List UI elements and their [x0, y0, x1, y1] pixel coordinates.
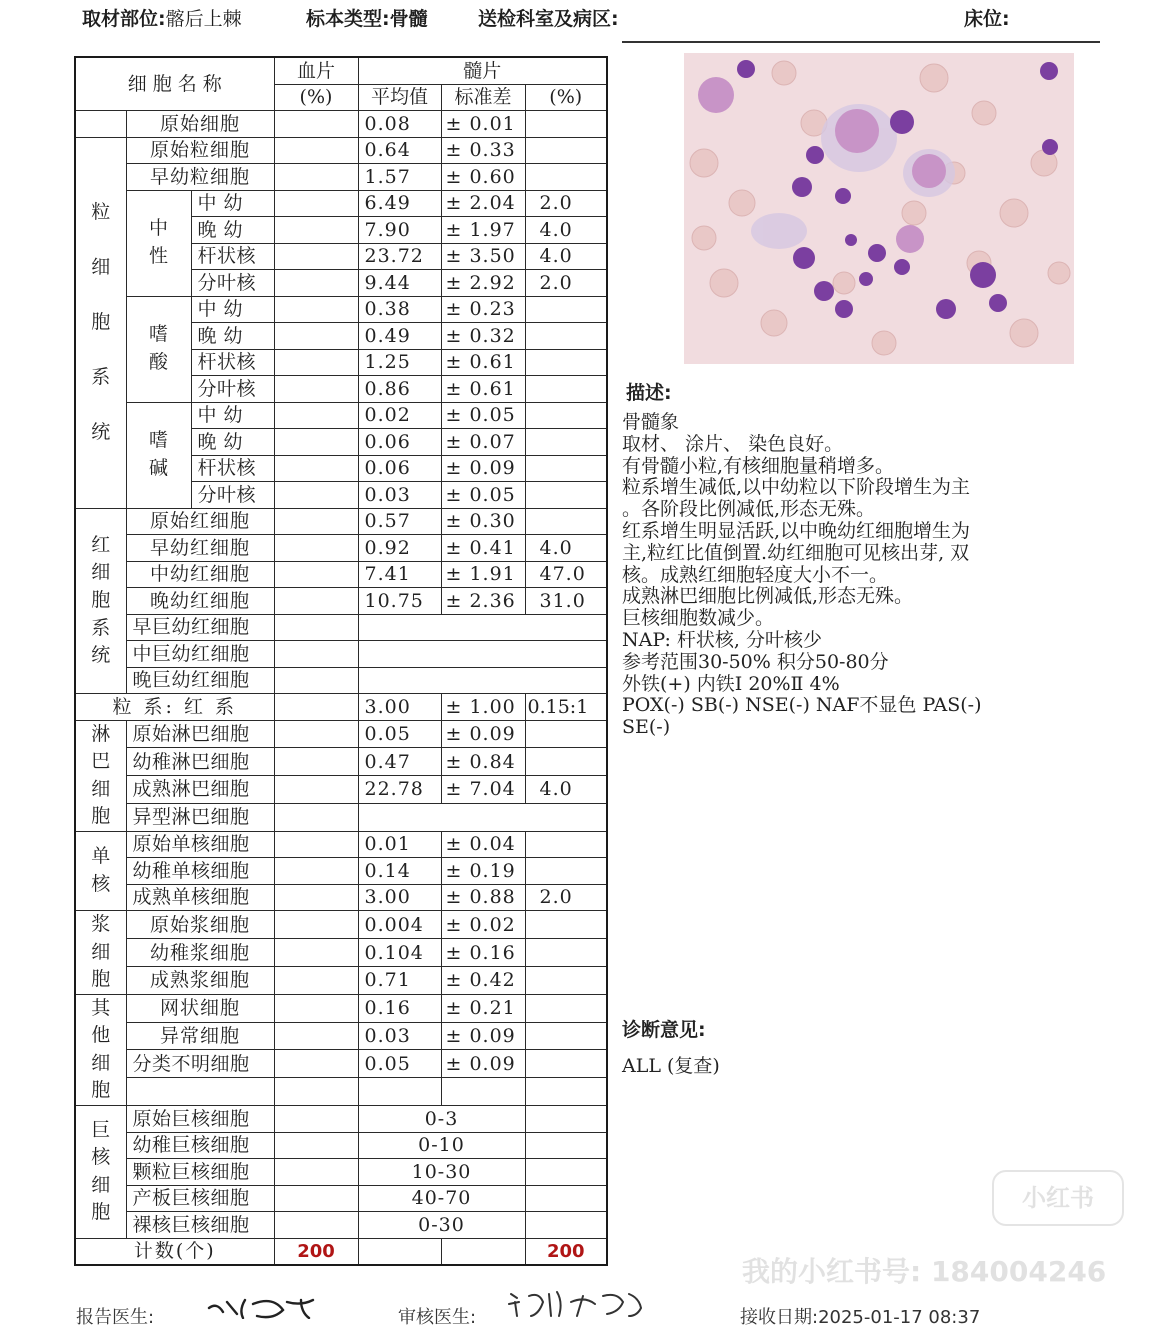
header-blood: 血片	[274, 57, 358, 84]
rbc	[920, 64, 948, 92]
nucleated-cell	[989, 294, 1007, 312]
nucleated-cell	[835, 300, 853, 318]
table-row: 淋 巴 细 胞 原始淋巴细胞 0.05 ± 0.09	[75, 720, 607, 748]
table-row: 晚 幼 0.06 ± 0.07	[75, 429, 607, 456]
watermark-account: 我的小红书号: 184004246	[742, 1255, 1107, 1288]
table-row-ratio: 粒 系: 红 系 3.00 ± 1.00 0.15:1	[75, 694, 607, 721]
nucleated-cell	[859, 272, 873, 286]
table-row: 成熟单核细胞 3.00 ± 0.88 2.0	[75, 884, 607, 911]
table-row: 早幼粒细胞 1.57 ± 0.60	[75, 164, 607, 191]
reporter-label: 报告医生:	[76, 1307, 155, 1328]
table-row: 晚 幼 7.90 ± 1.97 4.0	[75, 217, 607, 244]
description-line: 参考范围30-50% 积分50-80分	[622, 650, 889, 673]
description-line: POX(-) SB(-) NSE(-) NAF不显色 PAS(-)	[622, 694, 982, 717]
table-row-count	[75, 1238, 607, 1265]
subgroup-eos: 嗜 酸	[126, 296, 191, 402]
group-erythro: 红 细 胞 系 统	[75, 508, 126, 694]
nucleated-cell	[936, 299, 956, 319]
description-line: SE(-)	[622, 716, 671, 739]
table-row: 异常细胞 0.03 ± 0.09	[75, 1022, 607, 1050]
rbc	[692, 226, 716, 250]
nucleated-cell	[737, 60, 755, 78]
header-marrow: 髓片	[358, 57, 607, 84]
reporter-signature	[205, 1296, 345, 1319]
table-row: 嗜 碱 中 幼 0.02 ± 0.05	[75, 402, 607, 429]
nucleated-cell	[806, 146, 824, 164]
rbc	[710, 269, 738, 297]
table-row: 成熟淋巴细胞 22.78 ± 7.04 4.0	[75, 776, 607, 804]
table-row: 成熟浆细胞 0.71 ± 0.42	[75, 966, 607, 994]
table-row: 分叶核 0.03 ± 0.05	[75, 482, 607, 509]
description-line: 红系增生明显活跃,以中晚幼红细胞增生为	[622, 519, 971, 542]
table-row: 晚幼红细胞 10.75 ± 2.36 31.0	[75, 588, 607, 615]
table-row: 其 他 细 胞 网状细胞 0.16 ± 0.21	[75, 994, 607, 1022]
reviewer-label: 审核医生:	[398, 1307, 477, 1328]
description-line: 。各阶段比例减低,形态无殊。	[622, 498, 876, 521]
count-marrow: 200	[546, 1240, 585, 1262]
rbc	[761, 310, 787, 336]
description-line: 骨髓象	[622, 411, 680, 433]
description-line: 主,粒红比值倒置.幼红细胞可见核出芽, 双	[622, 541, 970, 564]
reviewer-signature	[505, 1288, 665, 1319]
group-plasma: 浆 细 胞	[75, 911, 126, 995]
table-row: 杆状核 1.25 ± 0.61	[75, 349, 607, 376]
table-row: 异型淋巴细胞	[75, 803, 607, 831]
table-row: 中巨幼红细胞	[75, 641, 607, 668]
rbc	[1010, 319, 1038, 347]
count-blood: 200	[297, 1240, 335, 1262]
description-line: 取材、 涂片、 染色良好。	[622, 432, 844, 455]
table-row: 浆 细 胞 原始浆细胞 0.004 ± 0.02	[75, 911, 607, 939]
diagnosis-text: ALL (复查)	[622, 1055, 720, 1077]
site-value: 髂后上棘	[165, 8, 242, 30]
table-row: 幼稚浆细胞 0.104 ± 0.16	[75, 939, 607, 967]
header-cell-name: 细 胞 名 称	[75, 57, 274, 111]
header-mean: 平均值	[358, 84, 441, 111]
table-row: 产板巨核细胞 40-70	[75, 1185, 607, 1212]
table-row: 巨 核 细 胞 原始巨核细胞 0-3	[75, 1106, 607, 1133]
description-body	[622, 412, 1084, 739]
bed-label: 床位:	[964, 8, 1010, 30]
receive-date-value: 2025-01-17 08:37	[818, 1307, 981, 1328]
rbc	[1048, 262, 1070, 284]
rbc	[972, 101, 996, 125]
group-mono: 单 核	[75, 831, 126, 911]
table-row: 红 细 胞 系 统 原始红细胞 0.57 ± 0.30	[75, 508, 607, 535]
description-line: 巨核细胞数减少。	[622, 607, 775, 630]
nucleated-cell	[890, 110, 914, 134]
rbc	[902, 201, 926, 225]
description-line: 成熟淋巴细胞比例减低,形态无殊。	[622, 585, 914, 608]
table-row: 幼稚巨核细胞 0-10	[75, 1132, 607, 1159]
table-row: 原始细胞 0.08 ± 0.01	[75, 111, 607, 138]
table-row: 分叶核 9.44 ± 2.92 2.0	[75, 270, 607, 297]
nucleated-cell	[845, 234, 857, 246]
table-row: 早幼红细胞 0.92 ± 0.41 4.0	[75, 535, 607, 562]
group-other: 其 他 细 胞	[75, 994, 126, 1105]
sample-type-value: 骨髓	[389, 8, 428, 30]
description-line: 有骨髓小粒,有核细胞量稍增多。	[622, 454, 895, 477]
promyelocyte	[896, 225, 924, 253]
rbc	[872, 331, 896, 355]
watermark-logo: 小红书	[992, 1170, 1124, 1226]
nucleated-cell	[793, 247, 815, 269]
cytoplasm	[751, 213, 807, 249]
nucleated-cell	[1042, 139, 1058, 155]
nucleated-cell	[1040, 62, 1058, 80]
rbc	[729, 190, 755, 216]
marrow-smear-photo	[684, 53, 1074, 364]
table-row: 幼稚单核细胞 0.14 ± 0.19	[75, 858, 607, 885]
header-blood-unit: (%)	[274, 84, 358, 111]
table-row: 分类不明细胞 0.05 ± 0.09	[75, 1050, 607, 1078]
receive-date: 接收日期:2025-01-17 08:37	[740, 1307, 981, 1328]
nucleated-cell	[970, 262, 996, 288]
nucleated-cell	[894, 259, 910, 275]
sample-type-field: 标本类型:骨髓	[306, 8, 428, 30]
subgroup-neutro: 中 性	[126, 190, 191, 296]
promyelocyte	[835, 109, 879, 153]
dept-label: 送检科室及病区:	[478, 8, 619, 30]
header-rule	[622, 41, 1100, 43]
table-row: 中幼红细胞 7.41 ± 1.91 47.0	[75, 561, 607, 588]
table-row: 幼稚淋巴细胞 0.47 ± 0.84	[75, 748, 607, 776]
header-sd: 标准差	[441, 84, 525, 111]
description-line: 粒系增生减低,以中幼粒以下阶段增生为主	[622, 476, 971, 499]
table-row: 裸核巨核细胞 0-30	[75, 1212, 607, 1239]
rbc	[772, 61, 796, 85]
description-line: NAP: 杆状核, 分叶核少	[622, 628, 822, 651]
promyelocyte	[912, 154, 946, 188]
group-lympho: 淋 巴 细 胞	[75, 720, 126, 831]
header-marrow-unit: (%)	[525, 84, 607, 111]
rbc	[1000, 199, 1028, 227]
diagnosis-title: 诊断意见:	[622, 1019, 706, 1041]
rbc	[690, 149, 718, 177]
table-row: 单 核 原始单核细胞 0.01 ± 0.04	[75, 831, 607, 858]
table-row: 杆状核 23.72 ± 3.50 4.0	[75, 243, 607, 270]
table-row: 分叶核 0.86 ± 0.61	[75, 376, 607, 403]
table-row: 杆状核 0.06 ± 0.09	[75, 455, 607, 482]
description-line: 外铁(+) 内铁Ⅰ 20%Ⅱ 4%	[622, 672, 840, 695]
table-row-empty	[75, 1078, 607, 1106]
table-row: 中 性 中 幼 6.49 ± 2.04 2.0	[75, 190, 607, 217]
group-granulocyte-text: 粒 细 胞 系 统	[91, 200, 111, 443]
group-granulocyte	[75, 137, 126, 508]
table-row: 晚巨幼红细胞	[75, 667, 607, 694]
table-row: 早巨幼红细胞	[75, 614, 607, 641]
nucleated-cell	[792, 177, 812, 197]
count-label: 计数(个)	[75, 1238, 274, 1265]
nucleated-cell	[868, 244, 886, 262]
subgroup-baso: 嗜 碱	[126, 402, 191, 508]
table-row: 嗜 酸 中 幼 0.38 ± 0.23	[75, 296, 607, 323]
table-row: 晚 幼 0.49 ± 0.32	[75, 323, 607, 350]
nucleated-cell	[814, 281, 834, 301]
table-row: 粒 细 胞 系 统 原始粒细胞 0.64 ± 0.33	[75, 137, 607, 164]
nucleated-cell	[835, 188, 851, 204]
promyelocyte	[698, 77, 734, 113]
description-line: 核。成熟红细胞轻度大小不一。	[622, 563, 889, 586]
rbc	[833, 272, 855, 294]
group-mega: 巨 核 细 胞	[75, 1106, 126, 1239]
cell-count-table	[74, 56, 608, 1266]
description-title: 描述:	[626, 382, 672, 404]
site-field: 取材部位:髂后上棘	[82, 8, 242, 30]
table-row: 颗粒巨核细胞 10-30	[75, 1159, 607, 1186]
